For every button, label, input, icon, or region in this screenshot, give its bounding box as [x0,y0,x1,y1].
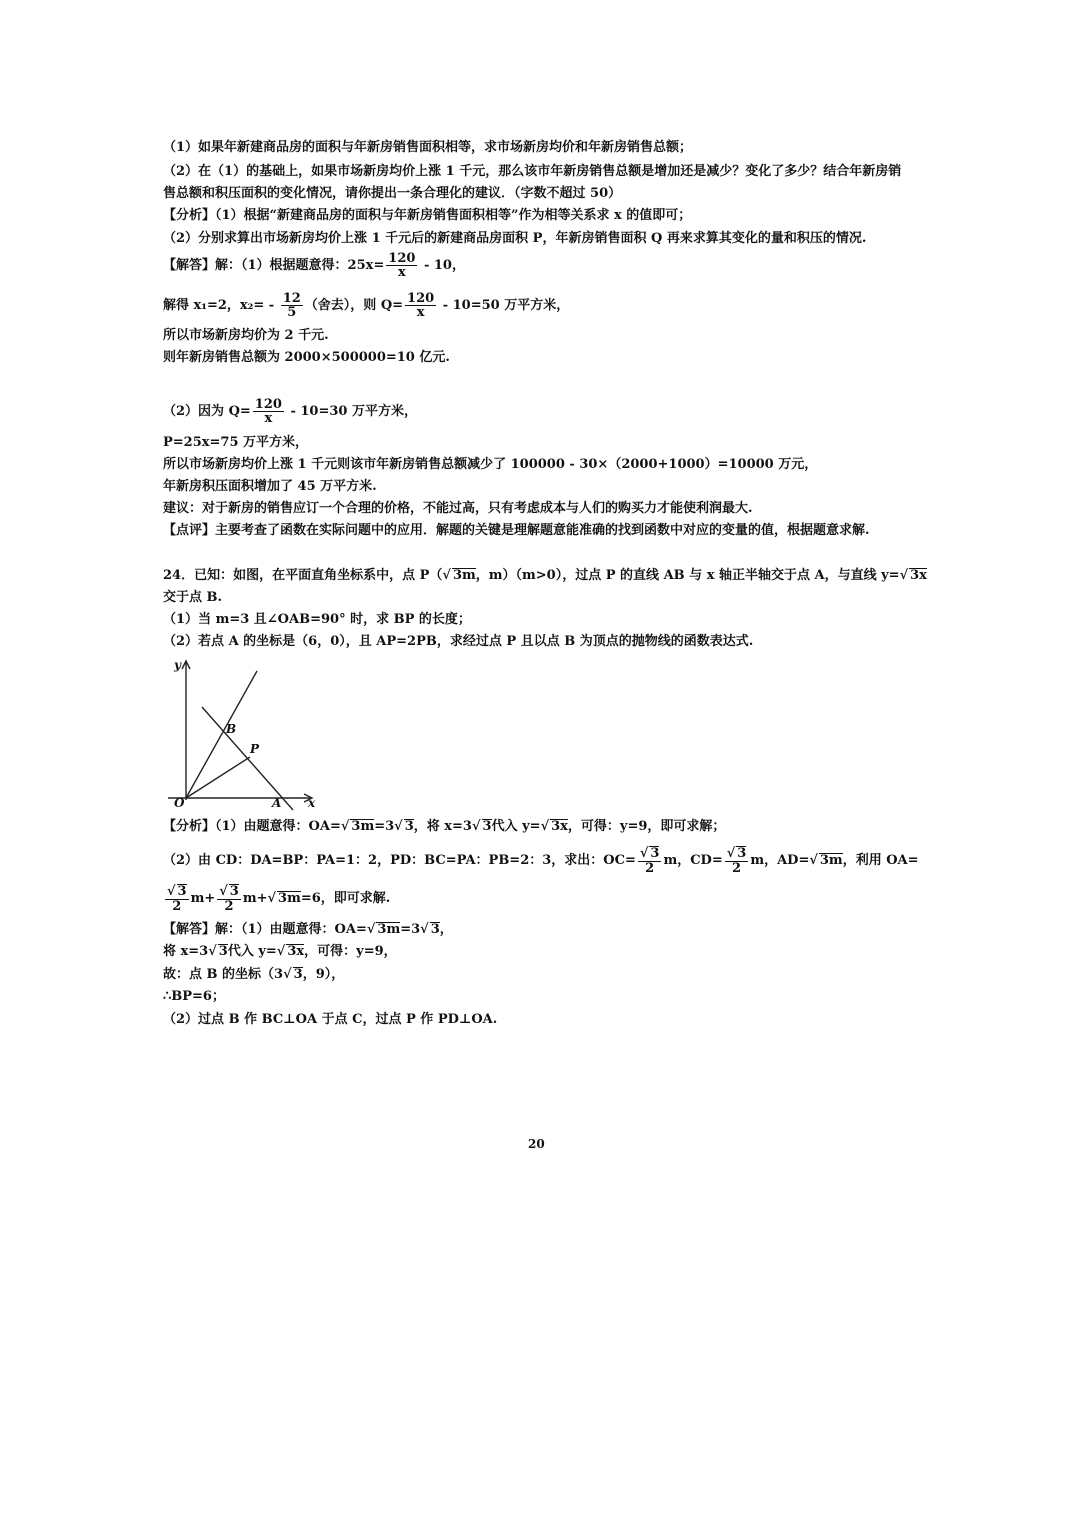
label-y: y [174,658,181,672]
q24-solution-5: （2）过点 B 作 BC⊥OA 于点 C，过点 P 作 PD⊥OA. [163,1012,498,1027]
q24-analysis-2: （2）由 CD：DA=BP：PA=1：2，PD：BC=PA：PB=2：3，求出：OC= $\frac{√ 3}{2}$ m，CD= $\frac{√ 3}{2}$ m，AD=√ 3m，利用 OA= [163,846,919,876]
q24-part1: （1）当 m=3 且∠OAB=90° 时，求 BP 的长度； [163,612,471,627]
q24-solution-3: 故：点 B 的坐标（3√ 3，9）， [163,967,345,982]
q24-solution-1: 【解答】解：（1）由题意得：OA=√ 3m=3√ 3， [163,922,453,937]
q24-solution-4: ∴BP=6； [163,989,225,1004]
q23-decrease: 所以市场新房均价上涨 1 千元则该市年新房销售总额减少了 100000 - 30×（2000+1000）=10000 万元， [163,457,818,472]
q23-part2-answer: （2）因为 Q= $\frac{120}{x}$ - 10=30 万平方米， [163,397,417,426]
label-b: B [226,722,237,736]
q23-solution: 解得 x₁=2，x₂= - $\frac{12}{5}$ （舍去），则 Q= $\frac{120}{x}$ - 10=50 万平方米， [163,291,570,320]
q23-suggestion: 建议：对于新房的销售应订一个合理的价格，不能过高，只有考虑成本与人们的购买力才能使利润最大. [163,501,753,516]
page-number: 20 [528,1137,545,1151]
q23-part1: （1）如果年新建商品房的面积与年新房销售面积相等，求市场新房均价和年新房销售总额； [163,140,693,155]
q23-p-value: P=25x=75 万平方米， [163,435,309,450]
q24-coordinate-figure [160,655,330,815]
q24-stem-line1: 24．已知：如图，在平面直角坐标系中，点 P（√ 3m，m）（m>0），过点 P 的直线 AB 与 x 轴正半轴交于点 A，与直线 y=√ 3x [163,568,927,583]
q23-comment: 【点评】主要考查了函数在实际问题中的应用．解题的关键是理解题意能准确的找到函数中对应的变量的值，根据题意求解. [163,523,870,538]
q23-answer-equation: 【解答】解：（1）根据题意得：25x= $\frac{120}{x}$ - 10， [163,251,465,280]
label-o: O [174,796,185,810]
q23-part2-line2: 售总额和积压面积的变化情况，请你提出一条合理化的建议．（字数不超过 50） [163,186,622,201]
q23-backlog: 年新房积压面积增加了 45 万平方米. [163,479,377,494]
q23-price: 所以市场新房均价为 2 千元. [163,328,329,343]
q24-solution-2: 将 x=3√ 3代入 y=√ 3x，可得：y=9， [163,944,397,959]
segment-op [186,757,250,798]
line-y-sqrt3x [186,671,257,798]
label-a: A [272,796,282,810]
label-x: x [308,796,316,810]
q23-analysis-2: （2）分别求算出市场新房均价上涨 1 千元后的新建商品房面积 P，年新房销售面积 Q 再来求算其变化的量和积压的情况. [163,231,867,246]
q23-part2-line1: （2）在（1）的基础上，如果市场新房均价上涨 1 千元，那么该市年新房销售总额是增加还是减少？变化了多少？结合年新房销 [163,164,902,179]
label-p: P [250,742,260,756]
q23-total: 则年新房销售总额为 2000×500000=10 亿元. [163,350,450,365]
q24-analysis-3: $\frac{√ 3}{2}$ m+ $\frac{√ 3}{2}$ m+√ 3m=6，即可求解. [167,884,391,914]
q24-part2: （2）若点 A 的坐标是（6，0），且 AP=2PB，求经过点 P 且以点 B 为顶点的抛物线的函数表达式. [163,634,754,649]
q24-stem-line2: 交于点 B. [163,590,223,605]
q24-analysis-1: 【分析】（1）由题意得：OA=√ 3m=3√ 3，将 x=3√ 3代入 y=√ 3x，可得：y=9，即可求解； [163,819,726,834]
q23-analysis-1: 【分析】（1）根据“新建商品房的面积与年新房销售面积相等”作为相等关系求 x 的值即可； [163,208,692,223]
